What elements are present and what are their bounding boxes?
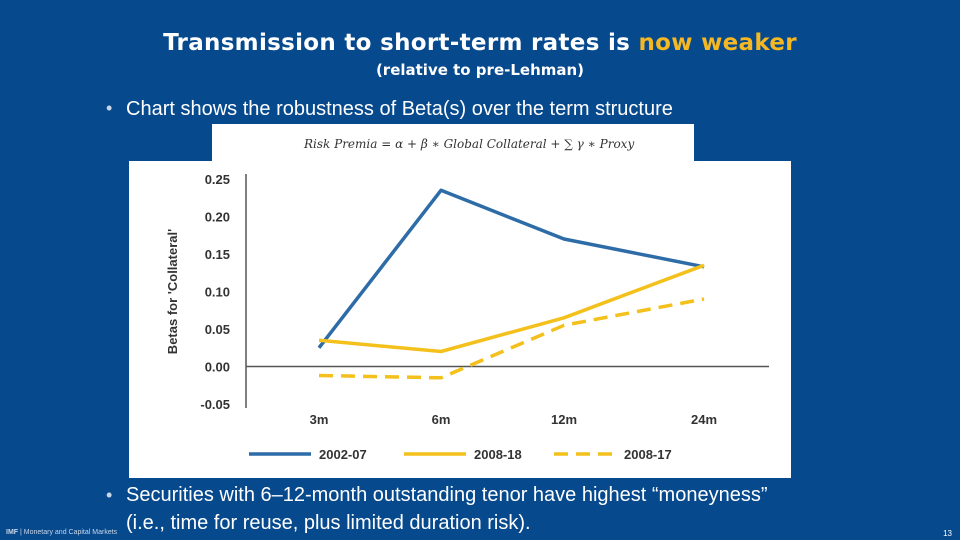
footer-text: | Monetary and Capital Markets bbox=[20, 529, 118, 536]
x-tick-label: 6m bbox=[431, 412, 451, 427]
chart-container bbox=[129, 124, 791, 483]
bullet-text: Securities with 6–12-month outstanding tenor have highest “moneyness” (i.e., time for reuse, plus limited duration risk). bbox=[126, 484, 768, 534]
y-tick-label: 0.05 bbox=[204, 322, 230, 337]
slide-subtitle: (relative to pre-Lehman) bbox=[375, 61, 585, 79]
y-tick-label: 0.00 bbox=[204, 359, 230, 375]
footer bbox=[6, 529, 117, 536]
x-tick-label: 12m bbox=[550, 412, 578, 427]
bullet-item bbox=[106, 481, 786, 537]
y-tick-label: 0.15 bbox=[204, 247, 230, 262]
y-tick-label: 0.25 bbox=[204, 172, 230, 187]
x-tick-label: 3m bbox=[309, 412, 329, 427]
footer-org: IMF bbox=[6, 529, 19, 536]
slide-title-accent: now weaker bbox=[638, 30, 797, 56]
slide-title bbox=[0, 30, 960, 56]
y-axis-label: Betas for 'Collateral' bbox=[165, 228, 180, 355]
equation-text: Risk Premia = α + β ∗ Global Collateral + ∑ γ ∗ Proxy bbox=[304, 137, 635, 151]
x-tick-label: 24m bbox=[690, 412, 718, 427]
legend-label: 2008-17 bbox=[624, 447, 672, 462]
slide-title-main: Transmission to short-term rates is bbox=[163, 30, 639, 56]
legend-label: 2008-18 bbox=[474, 447, 522, 462]
y-tick-label: 0.20 bbox=[204, 209, 230, 225]
line-chart bbox=[129, 124, 791, 478]
bullet-dot-icon: • bbox=[106, 485, 113, 505]
y-tick-label: 0.10 bbox=[204, 284, 230, 300]
page-number: 13 bbox=[943, 529, 952, 538]
bullet-dot-icon: • bbox=[106, 98, 113, 118]
y-tick-label: -0.05 bbox=[200, 397, 230, 412]
bullet-text: Chart shows the robustness of Beta(s) over the term structure bbox=[126, 98, 673, 120]
legend-label: 2002-07 bbox=[319, 447, 367, 462]
bullet-item bbox=[106, 98, 673, 121]
